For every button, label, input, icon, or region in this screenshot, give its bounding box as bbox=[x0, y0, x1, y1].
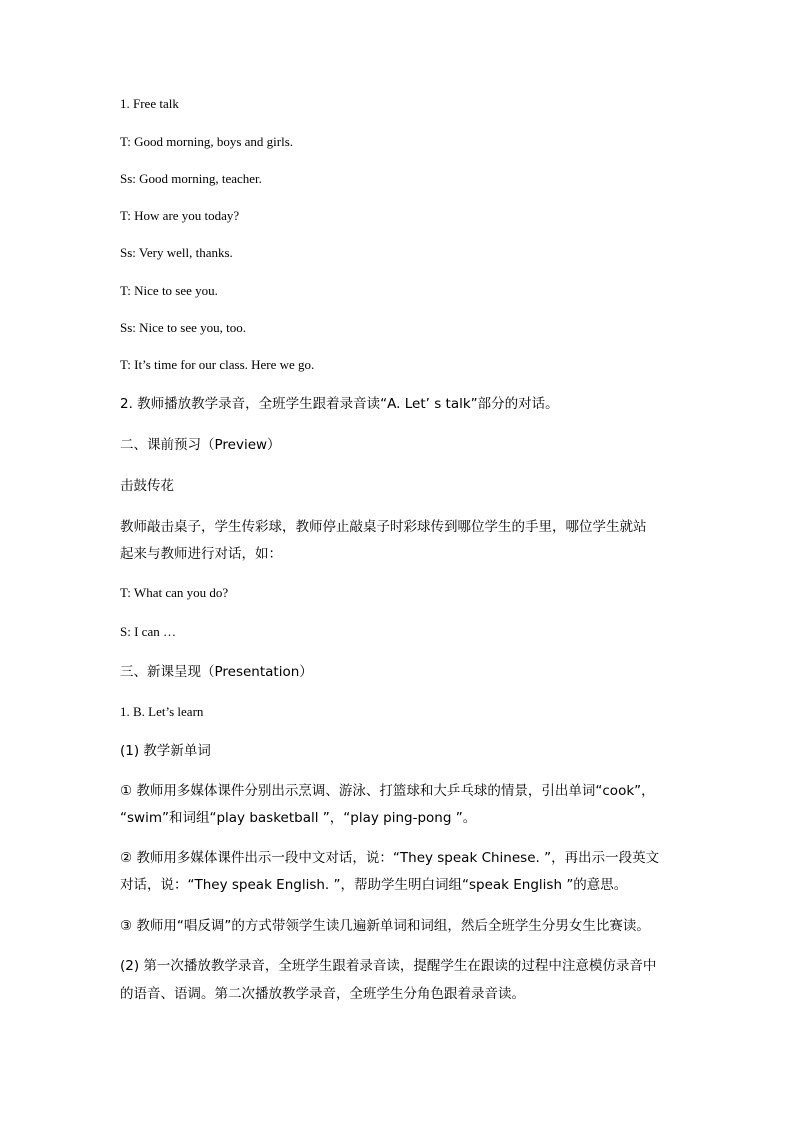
dialogue-line: S: I can … bbox=[120, 624, 176, 639]
paragraph: “swim”和词组“play basketball ”，“play ping-pong ”。 bbox=[120, 810, 477, 826]
paragraph: 教师敲击桌子，学生传彩球，教师停止敲桌子时彩球传到哪位学生的手里，哪位学生就站 bbox=[120, 519, 647, 535]
section-heading-free-talk: 1. Free talk bbox=[120, 96, 179, 111]
subsection-heading: 1. B. Let’s learn bbox=[120, 704, 204, 719]
paragraph: 的语音、语调。第二次播放教学录音，全班学生分角色跟着录音读。 bbox=[120, 986, 525, 1002]
paragraph: (2) 第一次播放教学录音，全班学生跟着录音读，提醒学生在跟读的过程中注意模仿录音中 bbox=[120, 958, 657, 974]
dialogue-line: T: What can you do? bbox=[120, 585, 229, 600]
subsection-heading: (1) 教学新单词 bbox=[120, 743, 211, 759]
section-heading-preview: 二、课前预习（Preview） bbox=[120, 437, 281, 453]
section-heading-presentation: 三、新课呈现（Presentation） bbox=[120, 664, 313, 680]
dialogue-line: Ss: Good morning, teacher. bbox=[120, 171, 262, 186]
dialogue-line: T: Nice to see you. bbox=[120, 283, 218, 298]
dialogue-line: Ss: Nice to see you, too. bbox=[120, 320, 247, 335]
activity-title: 击鼓传花 bbox=[120, 478, 174, 494]
paragraph: ② 教师用多媒体课件出示一段中文对话，说：“They speak Chinese. ”，再出示一段英文 bbox=[120, 850, 660, 866]
dialogue-line: T: Good morning, boys and girls. bbox=[120, 134, 294, 149]
paragraph: ① 教师用多媒体课件分别出示烹调、游泳、打篮球和大乒乓球的情景，引出单词“cook”， bbox=[120, 783, 655, 799]
dialogue-line: T: It’s time for our class. Here we go. bbox=[120, 357, 315, 372]
dialogue-line: Ss: Very well, thanks. bbox=[120, 245, 233, 260]
dialogue-line: T: How are you today? bbox=[120, 208, 240, 223]
paragraph: 起来与教师进行对话，如： bbox=[120, 546, 282, 562]
paragraph: 对话，说：“They speak English. ”，帮助学生明白词组“speak English ”的意思。 bbox=[120, 877, 628, 893]
paragraph: ③ 教师用“唱反调”的方式带领学生读几遍新单词和词组，然后全班学生分男女生比赛读。 bbox=[120, 918, 650, 934]
paragraph: 2. 教师播放教学录音，全班学生跟着录音读“A. Let’ s talk”部分的对话。 bbox=[120, 396, 559, 412]
